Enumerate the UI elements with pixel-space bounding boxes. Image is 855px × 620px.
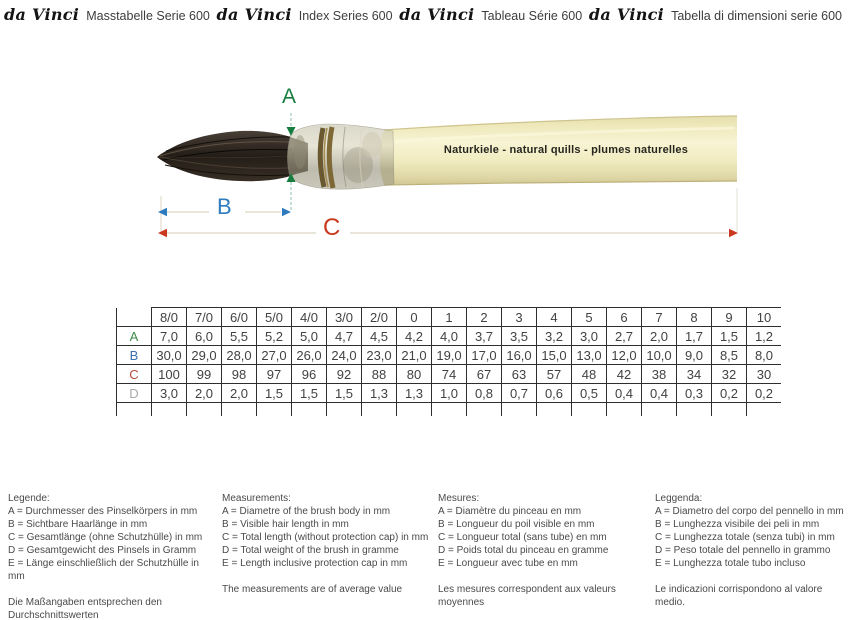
size-header-cell: 6/0 (222, 308, 257, 327)
stub-cell (432, 403, 467, 417)
value-cell: 27,0 (257, 346, 292, 365)
quill-ferrule (287, 124, 394, 189)
header-entry-de (4, 5, 210, 24)
brush-hair (157, 131, 308, 181)
value-cell: 13,0 (572, 346, 607, 365)
legend-line: C = Longueur total (sans tube) en mm (438, 532, 607, 543)
header-title-de: Masstabelle Serie 600 (86, 9, 210, 23)
value-cell: 98 (222, 365, 257, 384)
size-header-cell: 6 (607, 308, 642, 327)
value-cell: 99 (187, 365, 222, 384)
value-cell: 30,0 (152, 346, 187, 365)
size-header-row (117, 308, 782, 327)
value-cell: 3,2 (537, 327, 572, 346)
size-header-cell: 3/0 (327, 308, 362, 327)
corner-cell (117, 308, 152, 327)
stub-row (117, 403, 782, 417)
size-header-cell: 3 (502, 308, 537, 327)
legend-line: D = Gesamtgewicht des Pinsels in Gramm (8, 545, 197, 556)
stub-cell (222, 403, 257, 417)
legend-line: C = Lunghezza totale (senza tubi) in mm (655, 532, 835, 543)
measure-row-A (117, 327, 782, 346)
value-cell: 67 (467, 365, 502, 384)
legend-line: D = Total weight of the brush in gramme (222, 545, 399, 556)
legend-french (438, 492, 646, 609)
value-cell: 4,0 (432, 327, 467, 346)
dim-b-label: B (217, 194, 232, 219)
value-cell: 1,5 (712, 327, 747, 346)
size-header-cell: 4/0 (292, 308, 327, 327)
stub-cell (677, 403, 712, 417)
value-cell: 42 (607, 365, 642, 384)
value-cell: 3,0 (152, 384, 187, 403)
stub-cell (327, 403, 362, 417)
value-cell: 26,0 (292, 346, 327, 365)
value-cell: 6,0 (187, 327, 222, 346)
legend-line: C = Gesamtlänge (ohne Schutzhülle) in mm (8, 532, 203, 543)
value-cell: 80 (397, 365, 432, 384)
row-label-cell: C (117, 365, 152, 384)
value-cell: 7,0 (152, 327, 187, 346)
size-header-cell: 0 (397, 308, 432, 327)
stub-cell (152, 403, 187, 417)
value-cell: 4,7 (327, 327, 362, 346)
row-label-cell: D (117, 384, 152, 403)
stub-cell (537, 403, 572, 417)
value-cell: 3,5 (502, 327, 537, 346)
legend-line: B = Visible hair length in mm (222, 519, 349, 530)
value-cell: 9,0 (677, 346, 712, 365)
dim-a-label: A (282, 85, 297, 108)
stub-cell (502, 403, 537, 417)
value-cell: 8,5 (712, 346, 747, 365)
header-title-en: Index Series 600 (298, 9, 393, 23)
header-entry-en (217, 5, 393, 24)
davinci-logo: da Vinci (399, 5, 475, 24)
measure-row-D (117, 384, 782, 403)
value-cell: 0,4 (607, 384, 642, 403)
legend-line: E = Length inclusive protection cap in mm (222, 558, 408, 569)
legend-title: Leggenda: (655, 493, 703, 504)
value-cell: 88 (362, 365, 397, 384)
value-cell: 34 (677, 365, 712, 384)
legend-line: D = Peso totale del pennello in grammo (655, 545, 831, 556)
value-cell: 63 (502, 365, 537, 384)
legend-line: A = Diamètre du pinceau en mm (438, 506, 582, 517)
value-cell: 3,7 (467, 327, 502, 346)
header-entry-it (589, 5, 842, 24)
stub-cell (187, 403, 222, 417)
stub-cell (642, 403, 677, 417)
value-cell: 32 (712, 365, 747, 384)
stub-cell (397, 403, 432, 417)
value-cell: 1,3 (362, 384, 397, 403)
davinci-logo: da Vinci (216, 5, 292, 24)
size-header-cell: 2 (467, 308, 502, 327)
value-cell: 0,2 (747, 384, 782, 403)
value-cell: 28,0 (222, 346, 257, 365)
value-cell: 0,3 (677, 384, 712, 403)
value-cell: 17,0 (467, 346, 502, 365)
value-cell: 0,8 (467, 384, 502, 403)
stub-cell (117, 403, 152, 417)
davinci-logo: da Vinci (588, 5, 665, 24)
dim-c-arrow (158, 188, 738, 237)
legend-note: Le indicazioni corrispondono al valore medio. (655, 584, 823, 608)
value-cell: 2,7 (607, 327, 642, 346)
value-cell: 1,0 (432, 384, 467, 403)
value-cell: 23,0 (362, 346, 397, 365)
legend-title: Legende: (8, 493, 50, 504)
size-header-cell: 10 (747, 308, 782, 327)
legend-line: A = Diametro del corpo del pennello in mm (655, 506, 844, 517)
stub-cell (292, 403, 327, 417)
legend-line: A = Diametre of the brush body in mm (222, 506, 391, 517)
value-cell: 2,0 (187, 384, 222, 403)
handle-inscription: Naturkiele - natural quills - plumes naturelles (443, 144, 689, 156)
value-cell: 1,2 (747, 327, 782, 346)
legend-title: Mesures: (438, 493, 480, 504)
value-cell: 2,0 (222, 384, 257, 403)
legend-line: A = Durchmesser des Pinselkörpers in mm (8, 506, 198, 517)
value-cell: 38 (642, 365, 677, 384)
value-cell: 57 (537, 365, 572, 384)
value-cell: 92 (327, 365, 362, 384)
value-cell: 1,5 (292, 384, 327, 403)
value-cell: 5,0 (292, 327, 327, 346)
row-label-cell: A (117, 327, 152, 346)
value-cell: 5,5 (222, 327, 257, 346)
size-header-cell: 9 (712, 308, 747, 327)
legend-english (222, 492, 430, 596)
size-table (116, 307, 781, 416)
size-header-cell: 5/0 (257, 308, 292, 327)
value-cell: 48 (572, 365, 607, 384)
legend-line: B = Lunghezza visibile dei peli in mm (655, 519, 820, 530)
size-header-cell: 7 (642, 308, 677, 327)
brush-photo (145, 80, 765, 250)
dim-c-label: C (323, 214, 341, 241)
value-cell: 30 (747, 365, 782, 384)
value-cell: 16,0 (502, 346, 537, 365)
legend-line: E = Lunghezza totale tubo incluso (655, 558, 806, 569)
header-strip (4, 5, 842, 24)
legend-line: B = Sichtbare Haarlänge in mm (8, 519, 148, 530)
legend-note: Les mesures correspondent aux valeurs moyennes (438, 584, 616, 608)
stub-cell (467, 403, 502, 417)
value-cell: 4,5 (362, 327, 397, 346)
stub-cell (572, 403, 607, 417)
value-cell: 97 (257, 365, 292, 384)
value-cell: 4,2 (397, 327, 432, 346)
measure-row-C (117, 365, 782, 384)
stub-cell (712, 403, 747, 417)
size-header-cell: 4 (537, 308, 572, 327)
size-header-cell: 7/0 (187, 308, 222, 327)
value-cell: 19,0 (432, 346, 467, 365)
value-cell: 0,7 (502, 384, 537, 403)
header-title-fr: Tableau Série 600 (481, 9, 583, 23)
legend-note: The measurements are of average value (222, 584, 403, 595)
value-cell: 0,2 (712, 384, 747, 403)
value-cell: 2,0 (642, 327, 677, 346)
legend-german (8, 492, 208, 620)
value-cell: 0,4 (642, 384, 677, 403)
value-cell: 12,0 (607, 346, 642, 365)
size-header-cell: 8/0 (152, 308, 187, 327)
legend-line: E = Longueur avec tube en mm (438, 558, 578, 569)
size-header-cell: 1 (432, 308, 467, 327)
legend-line: D = Poids total du pinceau en gramme (438, 545, 609, 556)
value-cell: 0,6 (537, 384, 572, 403)
measure-row-B (117, 346, 782, 365)
legend-note: Die Maßangaben entsprechen den Durchschnittswerten (8, 597, 162, 620)
value-cell: 1,5 (327, 384, 362, 403)
stub-cell (362, 403, 397, 417)
size-header-cell: 5 (572, 308, 607, 327)
value-cell: 100 (152, 365, 187, 384)
value-cell: 1,7 (677, 327, 712, 346)
value-cell: 24,0 (327, 346, 362, 365)
value-cell: 96 (292, 365, 327, 384)
legend-line: B = Longueur du poil visible en mm (438, 519, 595, 530)
header-entry-fr (399, 5, 582, 24)
row-label-cell: B (117, 346, 152, 365)
value-cell: 3,0 (572, 327, 607, 346)
legend-italian (655, 492, 853, 609)
value-cell: 8,0 (747, 346, 782, 365)
stub-cell (257, 403, 292, 417)
value-cell: 0,5 (572, 384, 607, 403)
stub-cell (607, 403, 642, 417)
davinci-logo: da Vinci (4, 5, 80, 24)
value-cell: 5,2 (257, 327, 292, 346)
header-title-it: Tabella di dimensioni serie 600 (671, 9, 842, 23)
stub-cell (747, 403, 782, 417)
size-header-cell: 2/0 (362, 308, 397, 327)
legend-line: C = Total length (without protection cap) in mm (222, 532, 429, 543)
value-cell: 29,0 (187, 346, 222, 365)
value-cell: 15,0 (537, 346, 572, 365)
value-cell: 74 (432, 365, 467, 384)
value-cell: 10,0 (642, 346, 677, 365)
value-cell: 1,5 (257, 384, 292, 403)
size-header-cell: 8 (677, 308, 712, 327)
value-cell: 1,3 (397, 384, 432, 403)
legend-line: E = Länge einschließlich der Schutzhülle in mm (8, 558, 199, 582)
value-cell: 21,0 (397, 346, 432, 365)
legend-title: Measurements: (222, 493, 291, 504)
